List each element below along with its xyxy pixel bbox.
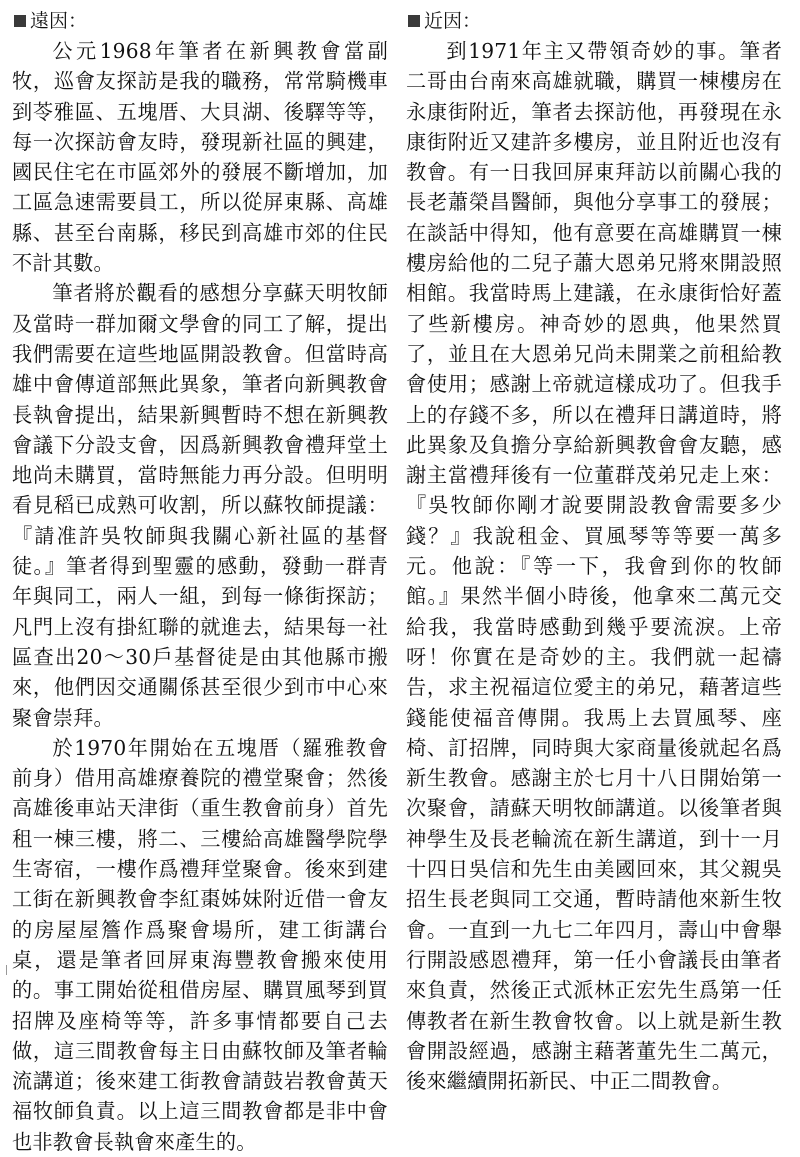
left-column <box>12 6 388 1157</box>
section-heading-distant-cause <box>12 6 388 36</box>
paragraph: 公元1968年筆者在新興教會當副牧，巡會友探訪是我的職務，常常騎機車到苓雅區、五塊厝、大貝湖、後驛等等，每一次探訪會友時，發現新社區的興建，國民住宅在市區郊外的發展不斷增加，加工區急速需要員工，所以從屏東縣、高雄縣、甚至台南縣，移民到高雄市郊的住民不計其數。 <box>12 39 388 276</box>
section-heading-recent-cause <box>406 6 782 36</box>
paragraph: 到1971年主又帶領奇妙的事。筆者二哥由台南來高雄就職，購買一棟樓房在永康街附近，筆者去探訪他，再發現在永康街附近又建許多樓房，並且附近也沒有教會。有一日我回屏東拜訪以前關心我的長老蕭榮昌醫師，與他分享事工的發展；在談話中得知，他有意要在高雄購買一棟樓房給他的二兒子蕭大恩弟兄將來開設照相館。我當時馬上建議，在永康街恰好蓋了些新樓房。神奇妙的恩典，他果然買了，並且在大恩弟兄尚未開業之前租給教會使用；感謝上帝就這樣成功了。但我手上的存錢不多，所以在禮拜日講道時，將此異象及負擔分享給新興教會會友聽，感謝主當禮拜後有一位董群茂弟兄走上來：『吳牧師你剛才說要開設教會需要多少錢？』我說租金、買風琴等等要一萬多元。他說：『等一下，我會到你的牧師館。』果然半個小時後，他拿來二萬元交給我，我當時感動到幾乎要流淚。上帝呀！你實在是奇妙的主。我們就一起禱告，求主祝福這位愛主的弟兄，藉著這些錢能使福音傳開。我馬上去買風琴、座椅、訂招牌，同時與大家商量後就起名爲新生教會。感謝主於七月十八日開始第一次聚會，請蘇天明牧師講道。以後筆者與神學生及長老輪流在新生講道，到十一月十四日吳信和先生由美國回來，其父親吳招生長老與同工交通，暫時請他來新生牧會。一直到一九七二年四月，壽山中會舉行開設感恩禮拜，第一任小會議長由筆者來負責，然後正式派林正宏先生爲第一任傳教者在新生教會牧會。以上就是新生教會開設經過，感謝主藉著董先生二萬元，後來繼續開拓新民、中正二間教會。 <box>406 39 782 1094</box>
right-column <box>406 6 782 1096</box>
paragraph: 筆者將於觀看的感想分享蘇天明牧師及當時一群加爾文學會的同工了解，提出我們需要在這些地區開設教會。但當時高雄中會傳道部無此異象，筆者向新興教會長執會提出，結果新興暫時不想在新興教會議下分設支會，因爲新興教會禮拜堂土地尚未購買，當時無能力再分設。但明明看見稻已成熟可收割，所以蘇牧師提議：『請准許吳牧師與我關心新社區的基督徒。』筆者得到聖靈的感動，發動一群青年與同工，兩人一組，到每一條街探訪；凡門上沒有掛紅聯的就進去，結果每一社區查出20～30戶基督徒是由其他縣市搬來，他們因交通關係甚至很少到市中心來聚會崇拜。 <box>12 281 388 730</box>
heading-text: 遠因： <box>30 10 88 32</box>
square-bullet-icon <box>14 15 26 27</box>
margin-mark <box>6 965 7 975</box>
heading-text: 近因： <box>424 10 482 32</box>
paragraph: 於1970年開始在五塊厝（羅雅教會前身）借用高雄療養院的禮堂聚會；然後高雄後車站天津街（重生教會前身）首先租一棟三樓，將二、三樓給高雄醫學院學生寄宿，一樓作爲禮拜堂聚會。後來到建工街在新興教會李紅棗姊妹附近借一會友的房屋屋簷作爲聚會場所，建工街講台桌，還是筆者回屏東海豐教會搬來使用的。事工開始從租借房屋、購買風琴到買招牌及座椅等等，許多事情都要自己去做，這三間教會每主日由蘇牧師及筆者輪流講道；後來建工街教會請鼓岩教會黃天福牧師負責。以上這三間教會都是非中會也非教會長執會來產生的。 <box>12 735 388 1154</box>
square-bullet-icon <box>408 15 420 27</box>
